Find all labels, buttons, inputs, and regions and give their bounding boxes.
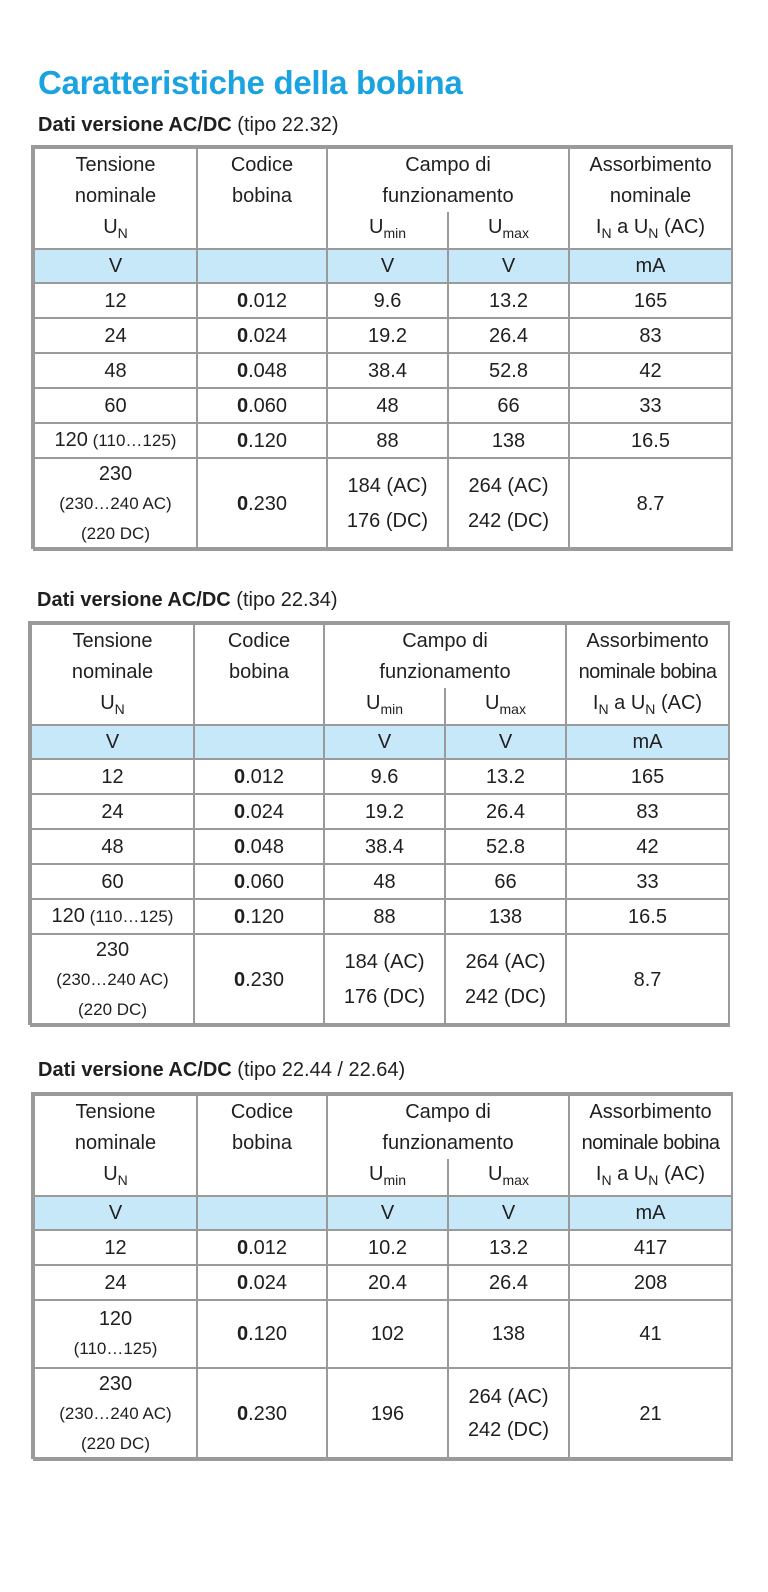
table-2-title-bold: Dati versione AC/DC (37, 589, 231, 611)
umin-cell: 10.2 (327, 1230, 448, 1265)
umax-cell (448, 458, 569, 550)
umin-symbol: U (368, 216, 384, 238)
unit-ma: mA (566, 725, 729, 759)
code-prefix: 0 (233, 800, 246, 823)
assorb-header-line2: nominale (569, 180, 732, 212)
assorb-header-line1: Assorbimento (569, 1095, 732, 1127)
code-cell (194, 899, 324, 934)
un-line2: (110…125) (73, 1339, 158, 1358)
unit-ma: mA (569, 249, 732, 283)
table-row (34, 388, 732, 423)
code-cell (197, 458, 327, 550)
code-suffix: .012 (248, 289, 288, 312)
umin-cell: 19.2 (327, 318, 448, 353)
in-cell: 83 (566, 794, 729, 829)
umin-symbol-cell (327, 1159, 448, 1196)
table-2-title-type: (tipo 22.34) (230, 589, 338, 611)
un-cell (31, 899, 194, 934)
code-cell (194, 829, 324, 864)
umin-cell: 102 (327, 1300, 448, 1368)
tensione-header-line1: Tensione (34, 148, 197, 180)
assorb-header-line1: Assorbimento (569, 148, 732, 180)
assorb-header-line2: nominale bobina (566, 656, 729, 688)
code-cell (194, 934, 324, 1026)
un-cell: 24 (34, 318, 197, 353)
umax-cell: 26.4 (448, 1265, 569, 1300)
in-end: (AC) (658, 216, 706, 238)
unit-v-un: V (34, 249, 197, 283)
un-cell: 24 (31, 794, 194, 829)
umin-cell: 9.6 (327, 283, 448, 318)
umax-cell: 13.2 (445, 759, 566, 794)
in-i: I (592, 692, 599, 714)
code-prefix: 0 (236, 1323, 249, 1345)
umax-cell: 26.4 (448, 318, 569, 353)
un-cell (34, 1368, 197, 1460)
un-main: 120 (98, 1308, 133, 1330)
umin-cell: 196 (327, 1368, 448, 1460)
code-prefix: 0 (236, 429, 249, 452)
umin-cell: 88 (327, 423, 448, 458)
unit-empty (194, 725, 324, 759)
in-cell: 16.5 (569, 423, 732, 458)
table-row (34, 458, 732, 550)
in-cell: 8.7 (566, 934, 729, 1026)
un-main: 230 (98, 463, 133, 485)
un-symbol: U (100, 692, 115, 714)
assorb-header-line2: nominale bobina (569, 1127, 732, 1159)
umin-cell: 19.2 (324, 794, 445, 829)
codice-header-line2: bobina (197, 1127, 327, 1159)
in-symbol-cell (566, 688, 729, 725)
code-prefix: 0 (236, 1236, 249, 1259)
in-cell: 33 (566, 864, 729, 899)
un-sub: N (114, 701, 125, 717)
umax-line1: 264 (AC) (468, 1386, 549, 1408)
table-row (34, 353, 732, 388)
un-range: (110…125) (84, 907, 174, 926)
table-1-title (38, 114, 338, 137)
umax-line2: 242 (DC) (467, 510, 550, 532)
code-cell (197, 388, 327, 423)
campo-header-line1: Campo di (324, 624, 566, 656)
in-sub1: N (598, 701, 609, 717)
in-cell: 83 (569, 318, 732, 353)
in-sub2: N (648, 225, 659, 241)
in-symbol-cell (569, 212, 732, 249)
table-row (34, 1230, 732, 1265)
table-row (31, 794, 729, 829)
code-suffix: .230 (248, 493, 288, 515)
umax-cell: 138 (448, 423, 569, 458)
in-cell: 208 (569, 1265, 732, 1300)
table-row (34, 283, 732, 318)
umin-line1: 184 (AC) (347, 475, 428, 497)
tensione-header-line2: nominale (34, 180, 197, 212)
in-cell: 165 (566, 759, 729, 794)
codice-empty-cell (197, 1159, 327, 1196)
in-cell: 42 (569, 353, 732, 388)
in-sub1: N (601, 1172, 612, 1188)
umin-cell: 9.6 (324, 759, 445, 794)
in-end: (AC) (655, 692, 703, 714)
umin-symbol: U (365, 692, 381, 714)
tensione-header-line2: nominale (31, 656, 194, 688)
umin-line2: 176 (DC) (343, 986, 426, 1008)
code-prefix: 0 (236, 324, 249, 347)
code-suffix: .012 (248, 1236, 288, 1259)
table-row (34, 1368, 732, 1460)
un-main: 230 (98, 1373, 133, 1395)
unit-v-un: V (31, 725, 194, 759)
umin-cell (327, 458, 448, 550)
un-cell (34, 458, 197, 550)
un-cell (34, 1300, 197, 1368)
umax-cell: 66 (448, 388, 569, 423)
un-line3: (220 DC) (81, 524, 150, 543)
campo-header-line2: funzionamento (324, 656, 566, 688)
umax-line2: 242 (DC) (464, 986, 547, 1008)
code-suffix: .120 (248, 429, 288, 452)
campo-header-line1: Campo di (327, 148, 569, 180)
umax-symbol: U (485, 692, 500, 714)
un-cell: 60 (31, 864, 194, 899)
code-cell (197, 423, 327, 458)
code-cell (197, 283, 327, 318)
umax-symbol: U (488, 1163, 503, 1185)
table-3-title-bold: Dati versione AC/DC (38, 1059, 232, 1081)
codice-header-line2: bobina (197, 180, 327, 212)
code-prefix: 0 (233, 870, 246, 893)
code-prefix: 0 (236, 289, 249, 312)
umax-cell: 13.2 (448, 1230, 569, 1265)
table-1-title-type: (tipo 22.32) (231, 114, 339, 136)
code-prefix: 0 (236, 359, 249, 382)
un-cell: 60 (34, 388, 197, 423)
page-title: Caratteristiche della bobina (38, 64, 463, 101)
table-3-title-type: (tipo 22.44 / 22.64) (231, 1059, 406, 1081)
un-cell: 48 (31, 829, 194, 864)
table-2-title (37, 589, 337, 612)
un-line2: (230…240 AC) (59, 494, 172, 513)
table-row (31, 829, 729, 864)
in-mid: a U (611, 1163, 649, 1185)
code-cell (197, 1300, 327, 1368)
in-cell: 21 (569, 1368, 732, 1460)
tensione-header-line1: Tensione (34, 1095, 197, 1127)
code-suffix: .048 (245, 835, 285, 858)
un-range: (110…125) (87, 431, 177, 450)
code-cell (197, 318, 327, 353)
umax-cell: 52.8 (445, 829, 566, 864)
in-i: I (595, 1163, 602, 1185)
code-suffix: .060 (245, 870, 285, 893)
coil-table-3 (33, 1094, 733, 1461)
in-sub2: N (645, 701, 656, 717)
umax-sub: max (502, 225, 529, 241)
umax-symbol-cell (445, 688, 566, 725)
un-sub: N (117, 225, 128, 241)
code-cell (197, 1265, 327, 1300)
un-symbol-cell (31, 688, 194, 725)
unit-v-umax: V (445, 725, 566, 759)
umin-cell (324, 934, 445, 1026)
campo-header-line2: funzionamento (327, 180, 569, 212)
unit-v-umin: V (327, 1196, 448, 1230)
in-cell: 16.5 (566, 899, 729, 934)
umax-cell: 66 (445, 864, 566, 899)
coil-table-2 (30, 623, 730, 1027)
umin-sub: min (383, 225, 406, 241)
code-prefix: 0 (236, 1403, 249, 1425)
un-line2: (230…240 AC) (56, 970, 169, 989)
umin-line2: 176 (DC) (346, 510, 429, 532)
code-cell (194, 864, 324, 899)
umax-symbol-cell (448, 212, 569, 249)
un-line3: (220 DC) (81, 1434, 150, 1453)
code-cell (197, 1230, 327, 1265)
umax-line2: 242 (DC) (467, 1419, 550, 1441)
campo-header-line2: funzionamento (327, 1127, 569, 1159)
codice-header-line2: bobina (194, 656, 324, 688)
umax-cell: 52.8 (448, 353, 569, 388)
umax-cell: 26.4 (445, 794, 566, 829)
assorb-header-line1: Assorbimento (566, 624, 729, 656)
campo-header-line1: Campo di (327, 1095, 569, 1127)
codice-empty-cell (197, 212, 327, 249)
code-suffix: .230 (248, 1403, 288, 1425)
umin-cell: 48 (324, 864, 445, 899)
un-symbol: U (103, 1163, 118, 1185)
code-prefix: 0 (233, 835, 246, 858)
unit-ma: mA (569, 1196, 732, 1230)
in-mid: a U (608, 692, 646, 714)
code-suffix: .024 (248, 1271, 288, 1294)
code-prefix: 0 (233, 765, 246, 788)
umax-symbol: U (488, 216, 503, 238)
codice-empty-cell (194, 688, 324, 725)
umax-line1: 264 (AC) (468, 475, 549, 497)
in-i: I (595, 216, 602, 238)
tensione-header-line2: nominale (34, 1127, 197, 1159)
unit-empty (197, 1196, 327, 1230)
codice-header-line1: Codice (194, 624, 324, 656)
un-cell (31, 934, 194, 1026)
code-suffix: .230 (245, 969, 285, 991)
table-row (31, 759, 729, 794)
in-cell: 8.7 (569, 458, 732, 550)
un-main: 230 (95, 939, 130, 961)
un-symbol-cell (34, 1159, 197, 1196)
in-symbol-cell (569, 1159, 732, 1196)
code-cell (197, 1368, 327, 1460)
in-mid: a U (611, 216, 649, 238)
un-cell: 12 (34, 283, 197, 318)
un-cell: 24 (34, 1265, 197, 1300)
umin-cell: 38.4 (327, 353, 448, 388)
table-row (31, 899, 729, 934)
table-3-title (38, 1059, 405, 1082)
code-suffix: .120 (248, 1323, 288, 1345)
unit-empty (197, 249, 327, 283)
un-line2: (230…240 AC) (59, 1404, 172, 1423)
unit-v-un: V (34, 1196, 197, 1230)
coil-table-1 (33, 147, 733, 551)
un-sub: N (117, 1172, 128, 1188)
in-cell: 41 (569, 1300, 732, 1368)
code-prefix: 0 (236, 493, 249, 515)
table-row (34, 318, 732, 353)
in-cell: 33 (569, 388, 732, 423)
un-cell (34, 423, 197, 458)
umax-sub: max (502, 1172, 529, 1188)
code-cell (194, 759, 324, 794)
table-row (31, 864, 729, 899)
code-prefix: 0 (236, 1271, 249, 1294)
in-sub2: N (648, 1172, 659, 1188)
codice-header-line1: Codice (197, 1095, 327, 1127)
un-main: 120 (54, 429, 88, 451)
unit-v-umin: V (324, 725, 445, 759)
in-cell: 417 (569, 1230, 732, 1265)
code-cell (197, 353, 327, 388)
un-line3: (220 DC) (78, 1000, 147, 1019)
umin-cell: 88 (324, 899, 445, 934)
in-sub1: N (601, 225, 612, 241)
code-cell (194, 794, 324, 829)
umin-symbol-cell (327, 212, 448, 249)
in-cell: 165 (569, 283, 732, 318)
tensione-header-line1: Tensione (31, 624, 194, 656)
table-row (31, 934, 729, 1026)
in-cell: 42 (566, 829, 729, 864)
umin-line1: 184 (AC) (344, 951, 425, 973)
un-cell: 12 (31, 759, 194, 794)
code-prefix: 0 (233, 969, 246, 991)
table-row (34, 423, 732, 458)
umin-symbol-cell (324, 688, 445, 725)
umin-cell: 38.4 (324, 829, 445, 864)
umax-cell: 13.2 (448, 283, 569, 318)
code-suffix: .120 (245, 905, 285, 928)
codice-header-line1: Codice (197, 148, 327, 180)
umin-cell: 48 (327, 388, 448, 423)
code-prefix: 0 (233, 905, 246, 928)
umin-cell: 20.4 (327, 1265, 448, 1300)
table-row (34, 1265, 732, 1300)
un-main: 120 (51, 905, 85, 927)
code-suffix: .048 (248, 359, 288, 382)
code-suffix: .024 (245, 800, 285, 823)
umax-cell: 138 (448, 1300, 569, 1368)
table-row (34, 1300, 732, 1368)
code-suffix: .060 (248, 394, 288, 417)
un-symbol: U (103, 216, 118, 238)
un-symbol-cell (34, 212, 197, 249)
umax-cell (445, 934, 566, 1026)
un-cell: 12 (34, 1230, 197, 1265)
umin-sub: min (380, 701, 403, 717)
umin-sub: min (383, 1172, 406, 1188)
unit-v-umax: V (448, 249, 569, 283)
code-suffix: .024 (248, 324, 288, 347)
code-prefix: 0 (236, 394, 249, 417)
unit-v-umax: V (448, 1196, 569, 1230)
umin-symbol: U (368, 1163, 384, 1185)
unit-v-umin: V (327, 249, 448, 283)
umax-cell (448, 1368, 569, 1460)
umax-line1: 264 (AC) (465, 951, 546, 973)
umax-cell: 138 (445, 899, 566, 934)
in-end: (AC) (658, 1163, 706, 1185)
umax-symbol-cell (448, 1159, 569, 1196)
umax-sub: max (499, 701, 526, 717)
un-cell: 48 (34, 353, 197, 388)
table-1-title-bold: Dati versione AC/DC (38, 114, 232, 136)
code-suffix: .012 (245, 765, 285, 788)
